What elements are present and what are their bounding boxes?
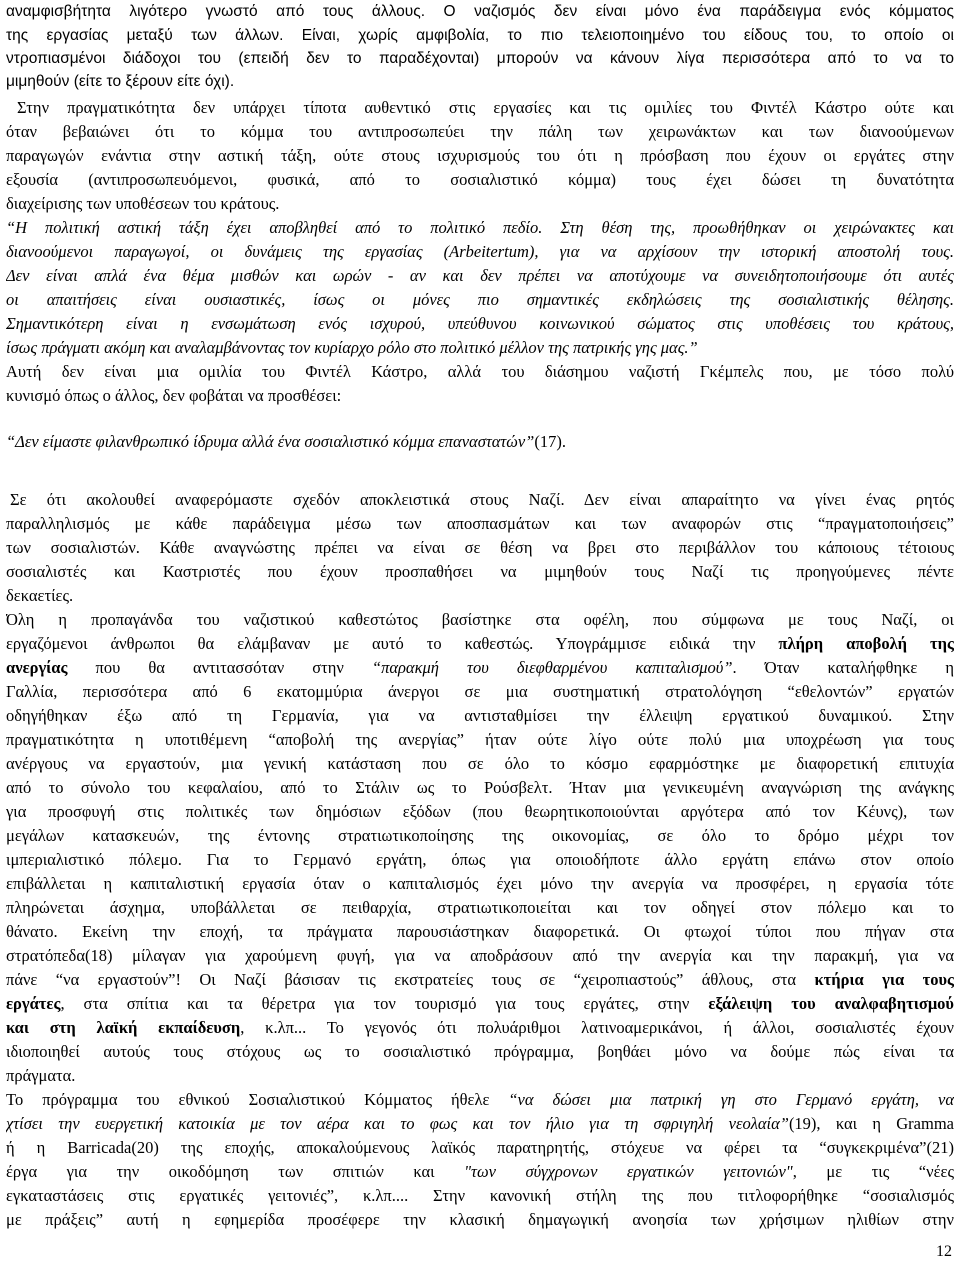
text-line: Στην πραγματικότητα δεν υπάρχει τίποτα αυθεντικό στις εργασίες και τις ομιλίες του Φιντέλ Κάστρο ούτε και: [17, 98, 954, 117]
italic-text: χτίσει την ευεργετική κατοικία με τον αέρα και το φως και τον ήλιο για τη σφριγηλή νεολαία”: [6, 1114, 789, 1133]
text-line: σοσιαλιστές και Καστριστές που έχουν προσπαθήσει να μιμηθούν τους Ναζί τις προηγούμενες πέντε: [6, 562, 954, 581]
bold-text: και στη λαϊκή εκπαίδευση: [6, 1018, 241, 1037]
text-line: ιδιοποιηθεί αυτούς τους στόχους ως το σοσιαλιστικό πρόγραμμα, βοηθάει μόνο να δούμε πώς είναι τα: [6, 1042, 954, 1061]
text-line: [6, 1160, 954, 1184]
text-line: [6, 1088, 954, 1112]
text-line: για προσφυγή στις πολιτικές των δημόσιων εξόδων (που θεωρητικοποιούνται αργότερα από τον Κέυνς), των: [6, 802, 954, 821]
quote-line: [6, 288, 954, 312]
text-span: , κ.λπ... Το γεγονός ότι πολυάριθμοι λατινοαμερικάνοι, ή άλλοι, σοσιαλιστές έχουν: [240, 1018, 954, 1037]
italic-text: Δεν είναι απλά ένα θέμα μισθών και ωρών - αν και δεν πρέπει να αποτύχουμε να συνειδητοποιήσουμε ότι αυτές: [6, 266, 954, 285]
italic-text: ίσως πράγματι ακόμη και αναλαμβάνοντας τον κυρίαρχο ρόλο στο πολιτικό μέλλον της πατρικής γης μας.”: [6, 338, 698, 357]
text-line: πράγματα.: [6, 1066, 76, 1085]
text-line: Σε ότι ακολουθεί αναφερόμαστε σχεδόν αποκλειστικά στους Ναζί. Δεν είναι απαραίτητο να γίνει ένας ρητός: [10, 490, 954, 509]
text-line: κυνισμό όπως ο άλλος, δεν φοβάται να προσθέσει:: [6, 386, 342, 405]
text-span: , με τις “νέες: [792, 1162, 954, 1181]
text-line: ανέργους να εργαστούν, μια γενική κατάσταση που σε όλο το κόσμο εφαρμόστηκε με διαφορετική επιτυχία: [6, 754, 954, 773]
text-line: [6, 968, 954, 992]
quote-line: [6, 240, 954, 264]
text-line: εξουσία (αντιπροσωπευόμενοι, φυσικά, από το σοσιαλιστικό κόμμα) τους έχει δώσει τη δυνατότητα: [6, 170, 954, 189]
text-line: παραλληλισμός με κάθε παράδειγμα μέσω των αποσπασμάτων και των αναφορών στις “πραγματοποιήσεις”: [6, 514, 954, 533]
text-line: πληρώνεται άσχημα, υποβάλλεται σε πειθαρχία, στρατιωτικοποιείται και τον οδηγεί στον πόλεμο και το: [6, 898, 954, 917]
text-line: Γαλλία, περισσότερα από 6 εκατομμύρια άνεργοι σε μια συστηματική στρατολόγηση “εθελοντών” εργατών: [6, 682, 954, 701]
italic-text: Σημαντικότερη είναι η ενσωμάτωση ενός ισχυρού, υπεύθυνου κοινωνικού σώματος στις υποθέσεις του κράτους,: [6, 314, 954, 333]
bold-text: ανεργίας: [6, 658, 68, 677]
text-line: [6, 992, 954, 1016]
italic-text: “παρακμή του διεφθαρμένου καπιταλισμού”: [371, 658, 733, 677]
text-line: διαχείρισης των υποθέσεων του κράτους.: [6, 194, 280, 213]
page-number: 12: [936, 1243, 952, 1260]
text-span: εργαζόμενοι άνθρωποι θα ελάμβαναν με αυτό το καθεστώς. Υπογράμμισε ειδικά την: [6, 634, 779, 653]
italic-text: οι απαιτήσεις είναι ουσιαστικές, ίσως οι μόνες πιο σημαντικές εκδηλώσεις της σοσιαλιστικής θέλησης.: [6, 290, 954, 309]
text-span: , στα σπίτια και τα θέρετρα για τον τουρισμό για τους εργάτες, στην: [60, 994, 709, 1013]
text-line: [6, 1112, 954, 1136]
text-line: επιβάλλεται η καπιταλιστική εργασία όταν ο καπιταλισμός έχει μόνο την ανεργία να προσφέρει, η εργασία τότε: [6, 874, 954, 893]
italic-text: "των σύγχρονων εργατικών γειτονιών": [464, 1162, 793, 1181]
text-span: που θα αντιτασσόταν στην: [67, 658, 372, 677]
text-line: Όλη η προπαγάνδα του ναζιστικού καθεστώτος βασίστηκε στα οφέλη, που σύμφωνα με τους Ναζί, οι: [6, 610, 954, 629]
text-line: θάνατο. Εκείνη την εποχή, τα πράγματα παρουσιάστηκαν διαφορετικά. Οι φτωχοί τύποι που πήγαν στα: [6, 922, 954, 941]
text-line: μιμηθούν (είτε το ξέρουν είτε όχι).: [6, 73, 235, 90]
text-line: [6, 632, 954, 656]
text-span: πάνε “να εργαστούν”! Οι Ναζί βάσισαν τις εκστρατείες τους σε “χειροπιαστούς” άθλους, στα: [6, 970, 815, 989]
quote-line: [6, 264, 954, 288]
text-line: [6, 656, 954, 680]
italic-text: διανοούμενοι παραγωγοί, οι δυνάμεις της εργασίας (Arbeitertum), για να αρχίσουν την ιστορική αποστολή τους.: [6, 242, 954, 261]
text-line: Αυτή δεν είναι μια ομιλία του Φιντέλ Κάστρο, αλλά του διάσημου ναζιστή Γκέμπελς που, με τόσο πολύ: [6, 362, 954, 381]
bold-text: εξάλειψη του αναλφαβητισμού: [708, 994, 954, 1013]
bold-text: εργάτες: [6, 994, 61, 1013]
bold-text: πλήρη αποβολή της: [778, 634, 954, 653]
text-line: στρατόπεδα(18) μίλαγαν για χαρούμενη φυγή, για να αποδράσουν από την ανεργία και την παρακμή, για να: [6, 946, 954, 965]
text-line: των σοσιαλιστών. Κάθε αναγνώστης πρέπει να είναι σε θέση να βρει στο περιβάλλον του κάποιους τέτοιους: [6, 538, 954, 557]
text-line: εγκαταστάσεις στις εργατικές γειτονιές”, κ.λπ.... Στην κανονική στήλη της που τιτλοφορήθηκε “σοσιαλισμός: [6, 1186, 954, 1205]
text-line: όταν βεβαιώνει ότι το κόμμα του αντιπροσωπεύει την πάλη των χειρωνάκτων και των διανοούμενων: [6, 122, 954, 141]
quote-line: [6, 216, 954, 240]
text-line: ντροπιασμένοι διάδοχοι του (επειδή δεν το παραδέχονται) μπορούν να κάνουν λίγα περισσότερα από το να το: [6, 50, 954, 67]
text-span: . Όταν καταλήφθηκε η: [732, 658, 954, 677]
quote-line: [6, 430, 954, 454]
bold-text: κτήρια για τους: [814, 970, 954, 989]
text-line: ή η Barricada(20) της εποχής, αποκαλούμενους λαϊκός παρατηρητής, στόχευε να φέρει τα “συγκεκριμένα”(21): [6, 1138, 954, 1157]
text-line: από το σύνολο του κεφαλαίου, από το Στάλιν ως το Ρούσβελτ. Ήταν μια γενικευμένη αναγνώριση της ανάγκης: [6, 778, 954, 797]
text-line: δεκαετίες.: [6, 586, 74, 605]
text-line: παραγωγών ενάντια στην αστική τάξη, ούτε στους ισχυρισμούς του ότι η πρόσβαση που έχουν οι εργάτες στην: [6, 146, 954, 165]
text-span: (19), και η Gramma: [788, 1114, 954, 1133]
text-span: Το πρόγραμμα του εθνικού Σοσιαλιστικού Κόμματος ήθελε: [6, 1090, 509, 1109]
text-line: με πράξεις” αυτή η εφημερίδα προσέφερε την κλασική δημαγωγική ανοησία των χρήσιμων ηλιθίων στην: [6, 1210, 954, 1229]
text-span: έργα για την οικοδόμηση των σπιτιών και: [6, 1162, 465, 1181]
text-line: της εργασίας μεταξύ των άλλων. Είναι, χωρίς αμφιβολία, το πιο τελειοποιημένο του είδους του, το οποίο οι: [6, 27, 954, 44]
text-line: πραγματικότητα η υποτιθέμενη “αποβολή της ανεργίας” ήταν ούτε λίγο ούτε πολύ μια υποχρέωση για τους: [6, 730, 954, 749]
italic-text: Στη θέση της, προωθήθηκαν οι χειρώνακτες και: [560, 218, 954, 237]
italic-text: “Η πολιτική αστική τάξη έχει αποβληθεί από το πολιτικό πεδίο.: [6, 218, 543, 237]
text-line: οδηγήθηκαν έξω από τη Γερμανία, για να αντισταθμίσει την έλλειψη εργατικού δυναμικού. Στην: [6, 706, 954, 725]
italic-text: “Δεν είμαστε φιλανθρωπικό ίδρυμα αλλά ένα σοσιαλιστικό κόμμα επαναστατών”: [6, 432, 535, 451]
text-line: ιμπεριαλιστικό πόλεμο. Για το Γερμανό εργάτη, όπως για οποιοδήποτε άλλο εργάτη επάνω στον οποίο: [6, 850, 954, 869]
quote-line: [6, 312, 954, 336]
quote-line: [6, 336, 954, 360]
italic-text: “να δώσει μια πατρική γη στο Γερμανό εργάτη, να: [508, 1090, 954, 1109]
footnote-ref: (17).: [534, 432, 566, 451]
text-line: μεγάλων κατασκευών, της έντονης στρατιωτικοποίησης της οικονομίας, σε όλο το δρόμο μέχρι τον: [6, 826, 954, 845]
text-line: αναμφισβήτητα λιγότερο γνωστό από τους άλλους. Ο ναζισμός δεν είναι μόνο ένα παράδειγμα ενός κόμματος: [6, 3, 954, 20]
text-line: [6, 1016, 954, 1040]
